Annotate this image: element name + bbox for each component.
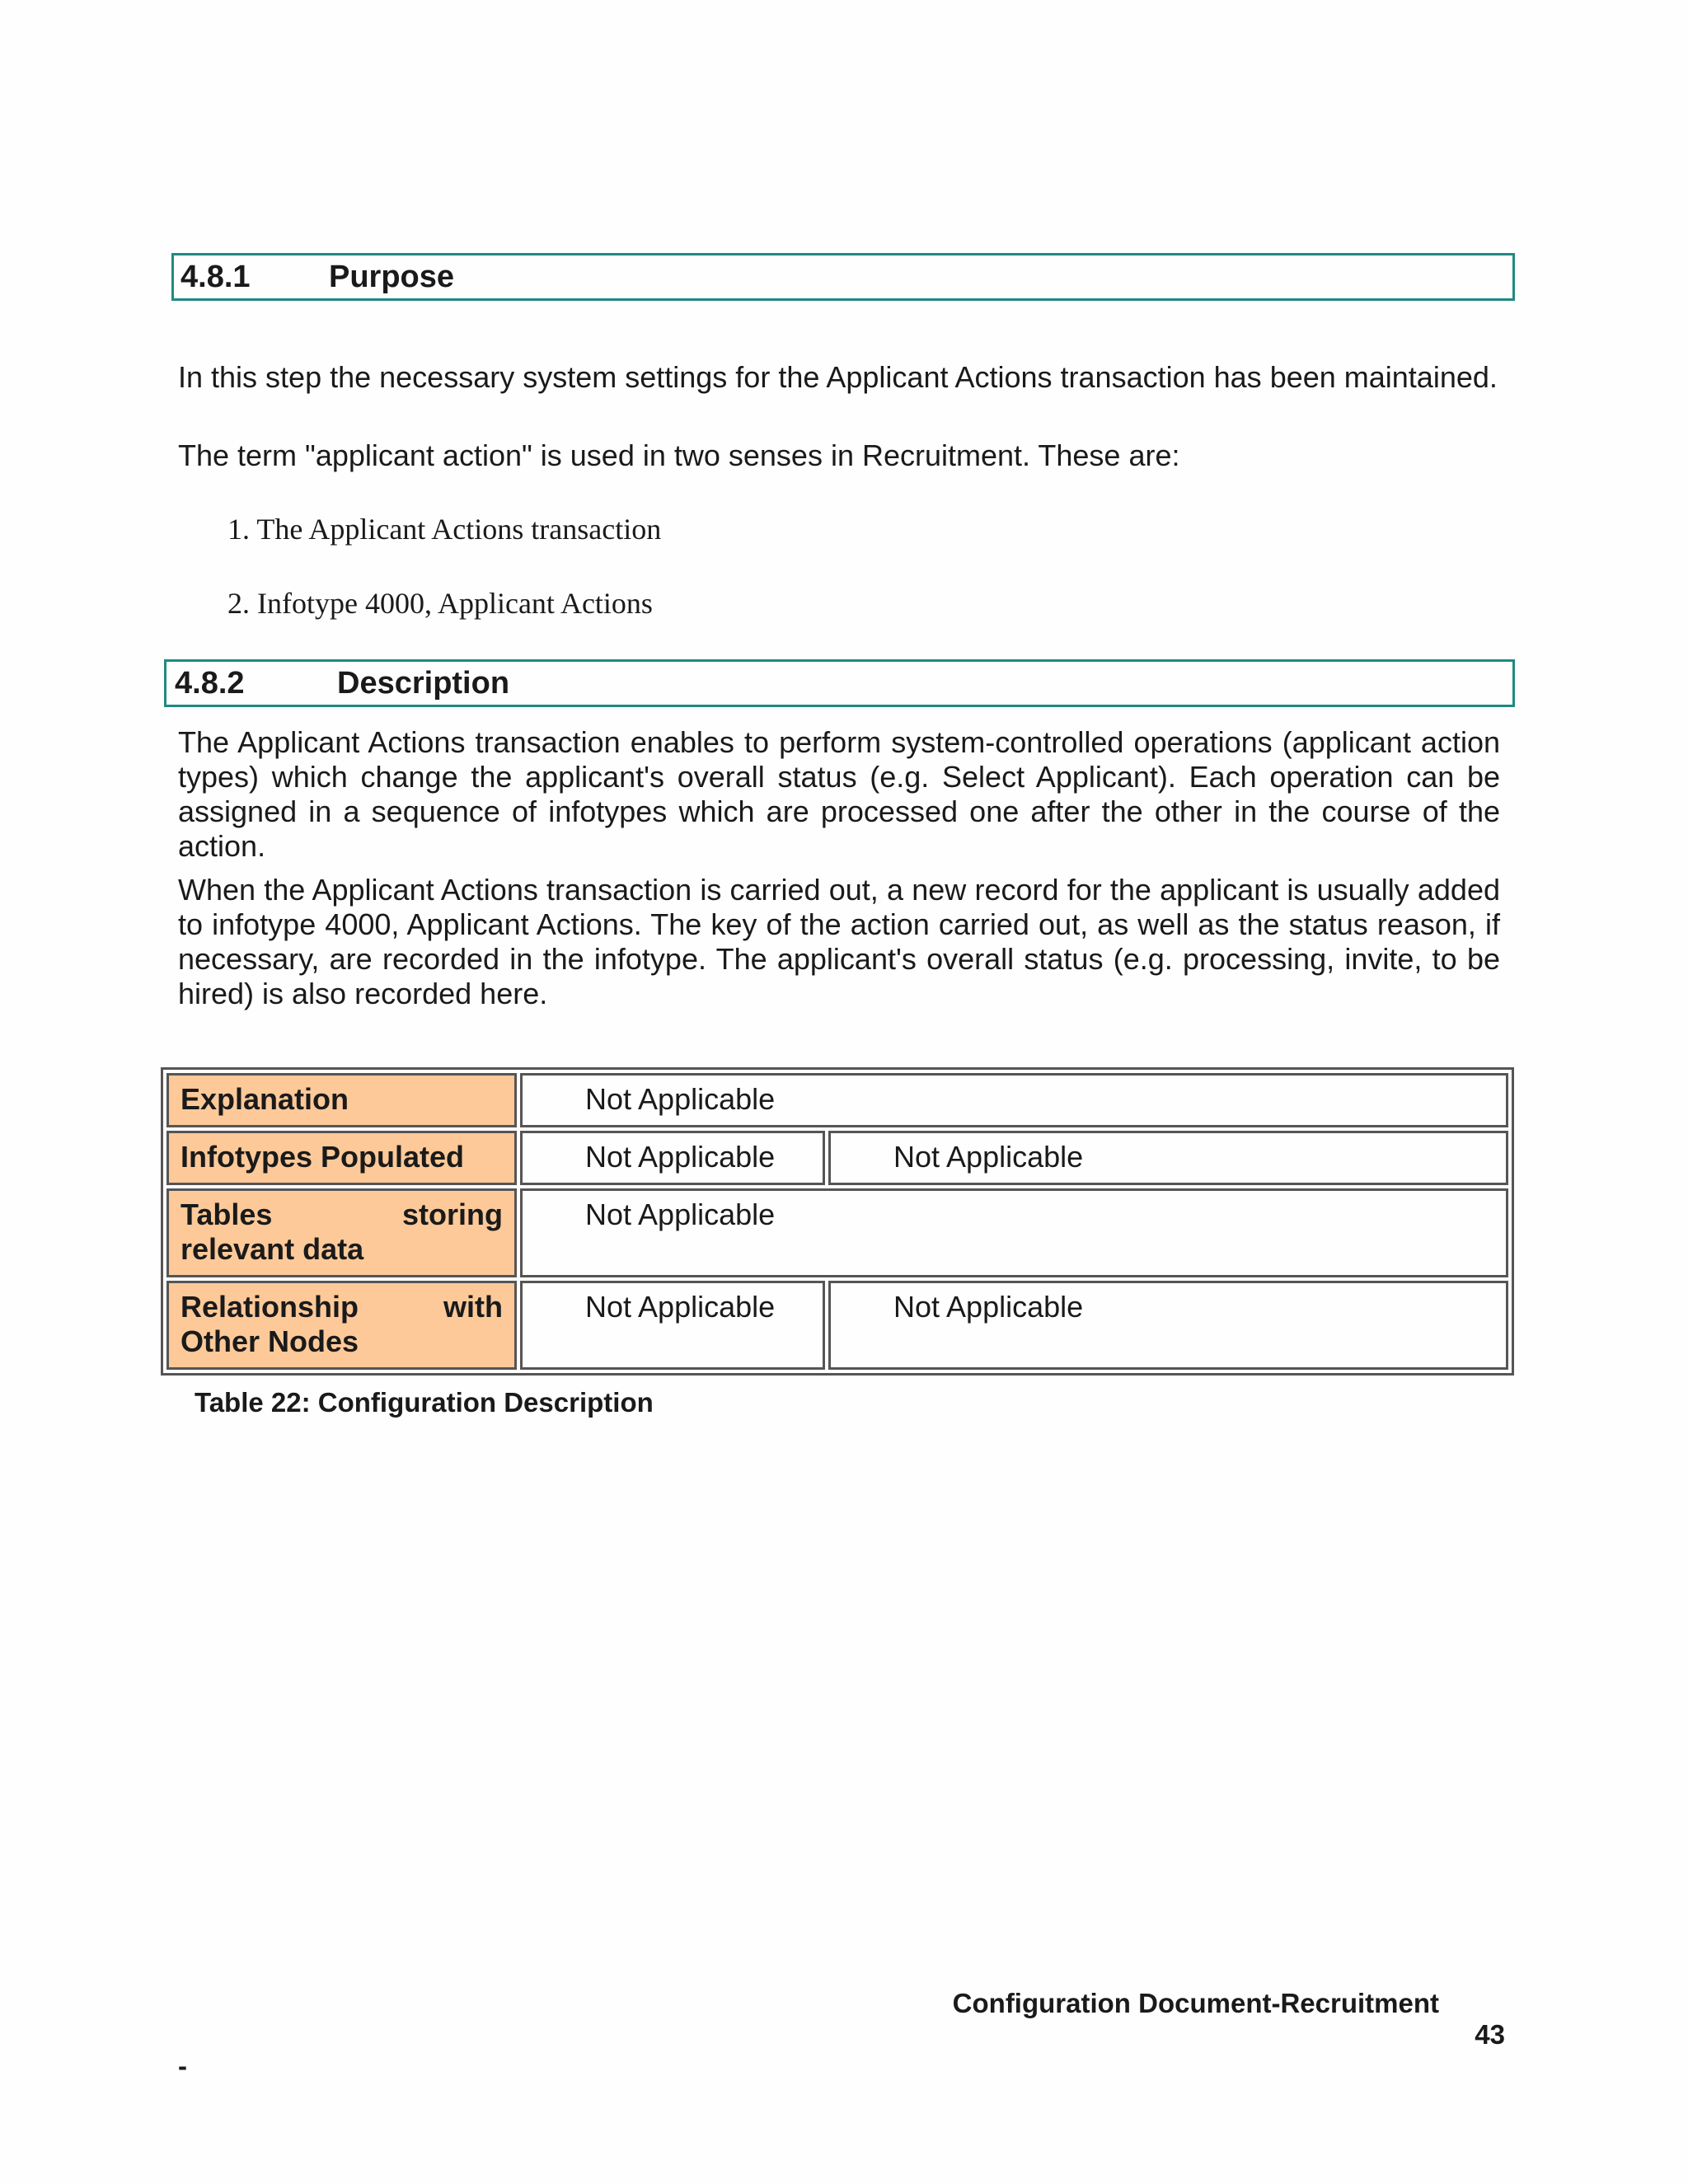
description-paragraph-1: The Applicant Actions transaction enables to perform system-controlled operations (applicant action types) which change the applicant's overall status (e.g. Select Applicant). Each operation can be assigned in a sequence of infotypes which are processed one after the other in the course of the action. — [178, 725, 1500, 863]
table-row — [166, 1131, 1508, 1185]
section-heading-description — [164, 659, 1515, 707]
table-caption: Table 22: Configuration Description — [195, 1387, 654, 1418]
section-title: Description — [337, 665, 510, 701]
description-paragraph-2: When the Applicant Actions transaction is carried out, a new record for the applicant is usually added to infotype 4000, Applicant Actions. The key of the action carried out, as well as the status reason, if necessary, are recorded in the infotype. The applicant's overall status (e.g. processing, invite, to be hired) is also recorded here. — [178, 873, 1500, 1010]
table-value-cell: Not Applicable — [520, 1281, 825, 1370]
table-label-cell: Infotypes Populated — [166, 1131, 517, 1185]
page-number: 43 — [1475, 2019, 1505, 2050]
table-row — [166, 1188, 1508, 1277]
configuration-table — [161, 1067, 1514, 1376]
section-number: 4.8.1 — [181, 259, 251, 294]
table-row — [166, 1281, 1508, 1370]
footer-document-title: Configuration Document-Recruitment — [952, 1988, 1439, 2018]
table-label-cell: Tables storing relevant data — [166, 1188, 517, 1277]
list-item: 2. Infotype 4000, Applicant Actions — [227, 587, 653, 620]
purpose-paragraph-1: In this step the necessary system settings for the Applicant Actions transaction has been maintained. — [178, 360, 1498, 394]
section-number: 4.8.2 — [175, 665, 245, 701]
table-value-cell: Not Applicable — [828, 1281, 1508, 1370]
table-value-cell: Not Applicable — [520, 1073, 1508, 1127]
table-label-cell: Relationship with Other Nodes — [166, 1281, 517, 1370]
purpose-paragraph-2: The term "applicant action" is used in two senses in Recruitment. These are: — [178, 438, 1180, 472]
table-value-cell: Not Applicable — [520, 1131, 825, 1185]
section-heading-purpose — [171, 253, 1515, 301]
table-label-cell: Explanation — [166, 1073, 517, 1127]
table-row — [166, 1073, 1508, 1127]
table-value-cell: Not Applicable — [828, 1131, 1508, 1185]
list-item: 1. The Applicant Actions transaction — [227, 513, 662, 546]
footer-dash: - — [178, 2050, 187, 2081]
section-title: Purpose — [329, 259, 455, 294]
table-value-cell: Not Applicable — [520, 1188, 1508, 1277]
